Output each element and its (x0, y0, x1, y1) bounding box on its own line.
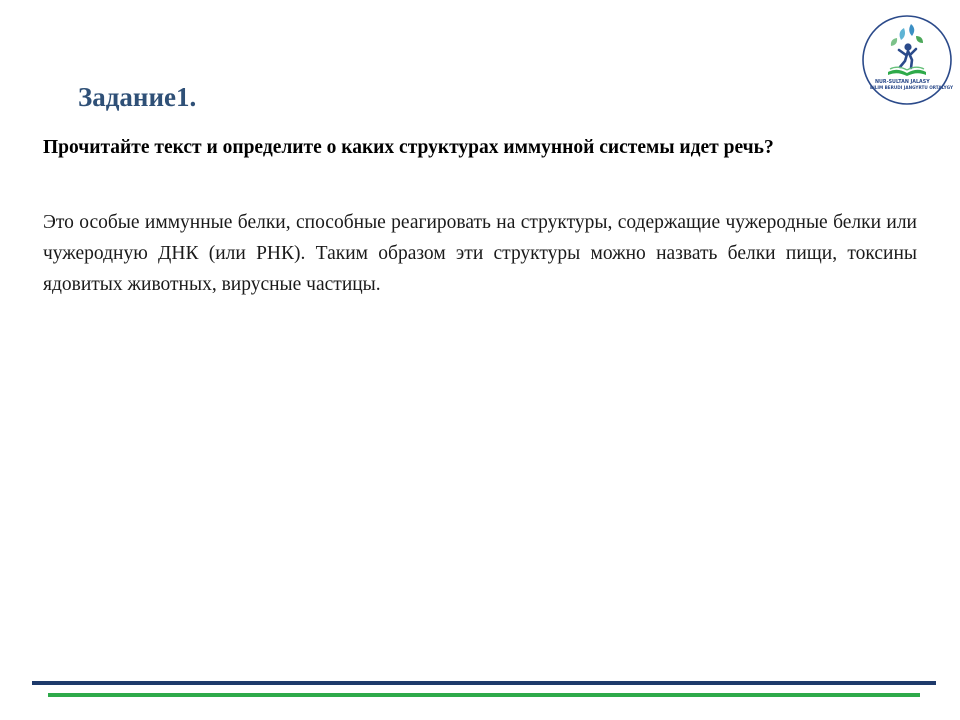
slide-title: Задание1. (78, 82, 197, 112)
task-question: Прочитайте текст и определите о каких структурах иммунной системы идет речь? (43, 137, 774, 158)
logo-line-2: BILIM BERUDI JANGYRTU ORTALYGY (870, 85, 953, 90)
footer-rule-green (48, 693, 920, 697)
logo-line-1: NUR-SULTAN JALASY (875, 80, 930, 85)
task-text: Это особые иммунные белки, способные реагировать на структуры, содержащие чужеродные белки или чужеродную ДНК (или РНК). Таким образом эти структуры можно назвать белки пищи, токсины ядовитых животных, вирусные частицы. (43, 212, 917, 295)
logo (861, 14, 953, 106)
footer-rule-blue (32, 681, 936, 685)
university-logo-icon (861, 14, 953, 106)
